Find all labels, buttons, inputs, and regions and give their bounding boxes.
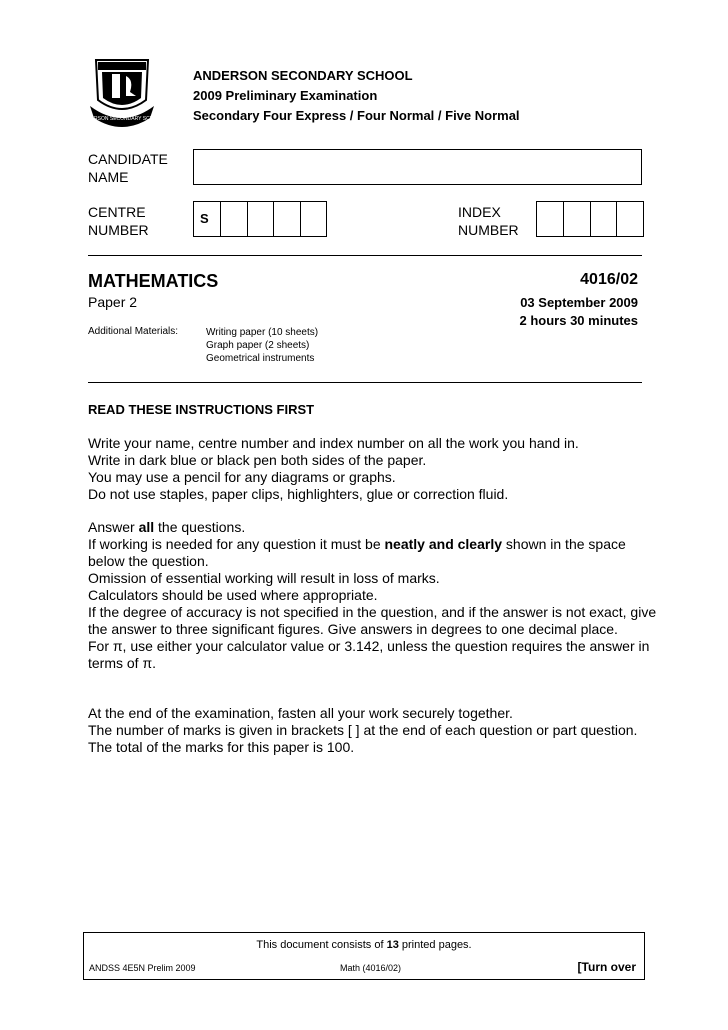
instruction-line: If the degree of accuracy is not specified in the question, and if the answer is not exact, give the answer to three significant figures. Give answers in degrees to one decimal place.: [88, 604, 657, 637]
svg-text:ANDERSON SECONDARY SCHOOL: ANDERSON SECONDARY SCHOOL: [80, 116, 164, 122]
answer-post: the questions.: [154, 519, 246, 535]
index-label-line2: NUMBER: [458, 222, 519, 238]
note-pre: This document consists of: [256, 939, 387, 951]
index-digit-cell[interactable]: [563, 202, 590, 236]
centre-digit-cell[interactable]: [247, 202, 273, 236]
exam-date-block: [520, 294, 638, 330]
index-digit-cell[interactable]: [537, 202, 563, 236]
centre-digit-cell[interactable]: [300, 202, 326, 236]
index-digit-cell[interactable]: [590, 202, 617, 236]
candidate-label-line1: CANDIDATE: [88, 151, 168, 167]
instructions-heading: READ THESE INSTRUCTIONS FIRST: [88, 402, 315, 417]
working-bold: neatly and clearly: [384, 536, 503, 552]
instruction-line: The number of marks is given in brackets [ ] at the end of each question or part question.: [88, 722, 638, 738]
subject-title: MATHEMATICS: [88, 271, 219, 291]
page-count-note: [84, 939, 644, 951]
centre-number-label: [88, 203, 149, 239]
instruction-line: You may use a pencil for any diagrams or graphs.: [88, 469, 396, 485]
answer-bold: all: [138, 519, 155, 535]
footer-mid: Math (4016/02): [340, 963, 402, 973]
exam-duration: 2 hours 30 minutes: [519, 313, 638, 328]
instruction-line: Calculators should be used where appropriate.: [88, 587, 378, 603]
centre-label-line2: NUMBER: [88, 222, 149, 238]
instruction-line: Omission of essential working will result in loss of marks.: [88, 570, 440, 586]
instruction-line: [88, 519, 658, 536]
footer-left: ANDSS 4E5N Prelim 2009: [89, 963, 196, 973]
page-count: 13: [386, 939, 399, 951]
index-number-field[interactable]: [536, 201, 644, 237]
candidate-name-field[interactable]: [193, 149, 642, 185]
index-number-label: [458, 203, 519, 239]
exam-title: 2009 Preliminary Examination: [193, 88, 378, 103]
paper-code: 4016/02: [580, 271, 638, 288]
material-item: Graph paper (2 sheets): [206, 340, 310, 351]
centre-digit-cell[interactable]: [220, 202, 246, 236]
instruction-line: [88, 536, 658, 570]
instruction-line: Write in dark blue or black pen both sides of the paper.: [88, 452, 427, 468]
materials-list: [206, 326, 318, 365]
index-digit-cell[interactable]: [616, 202, 643, 236]
material-item: Writing paper (10 sheets): [206, 327, 319, 338]
instruction-line: The total of the marks for this paper is 100.: [88, 739, 355, 755]
centre-prefix-cell: S: [200, 211, 209, 226]
page-footer: [83, 932, 645, 980]
working-pre: If working is needed for any question it must be: [88, 536, 385, 552]
turn-over-label: [Turn over: [577, 960, 636, 974]
instruction-line: For π, use either your calculator value or 3.142, unless the question requires the answer in terms of π.: [88, 638, 650, 671]
instruction-line: Write your name, centre number and index number on all the work you hand in.: [88, 435, 579, 451]
centre-label-line1: CENTRE: [88, 204, 146, 220]
answer-pre: Answer: [88, 519, 139, 535]
divider: [88, 382, 642, 383]
additional-materials-label: Additional Materials:: [88, 326, 179, 337]
exam-level: Secondary Four Express / Four Normal / Five Normal: [193, 108, 520, 123]
instructions-block-1: [88, 435, 658, 503]
candidate-label-line2: NAME: [88, 169, 129, 185]
paper-number: Paper 2: [88, 294, 138, 310]
school-header: [193, 66, 520, 126]
centre-digit-cell[interactable]: [273, 202, 299, 236]
index-label-line1: INDEX: [458, 204, 501, 220]
working-post: shown in the space below the question.: [88, 536, 626, 569]
instructions-block-2: [88, 519, 658, 672]
instruction-line: Do not use staples, paper clips, highlighters, glue or correction fluid.: [88, 486, 509, 502]
instruction-line: At the end of the examination, fasten all your work securely together.: [88, 705, 513, 721]
centre-number-field[interactable]: [193, 201, 327, 237]
note-post: printed pages.: [398, 939, 472, 951]
candidate-name-label: [88, 150, 168, 186]
material-item: Geometrical instruments: [206, 353, 315, 364]
school-name: ANDERSON SECONDARY SCHOOL: [193, 68, 413, 83]
exam-date: 03 September 2009: [520, 295, 638, 310]
divider: [88, 255, 642, 256]
school-crest-icon: [80, 56, 164, 132]
instructions-block-3: [88, 705, 658, 756]
